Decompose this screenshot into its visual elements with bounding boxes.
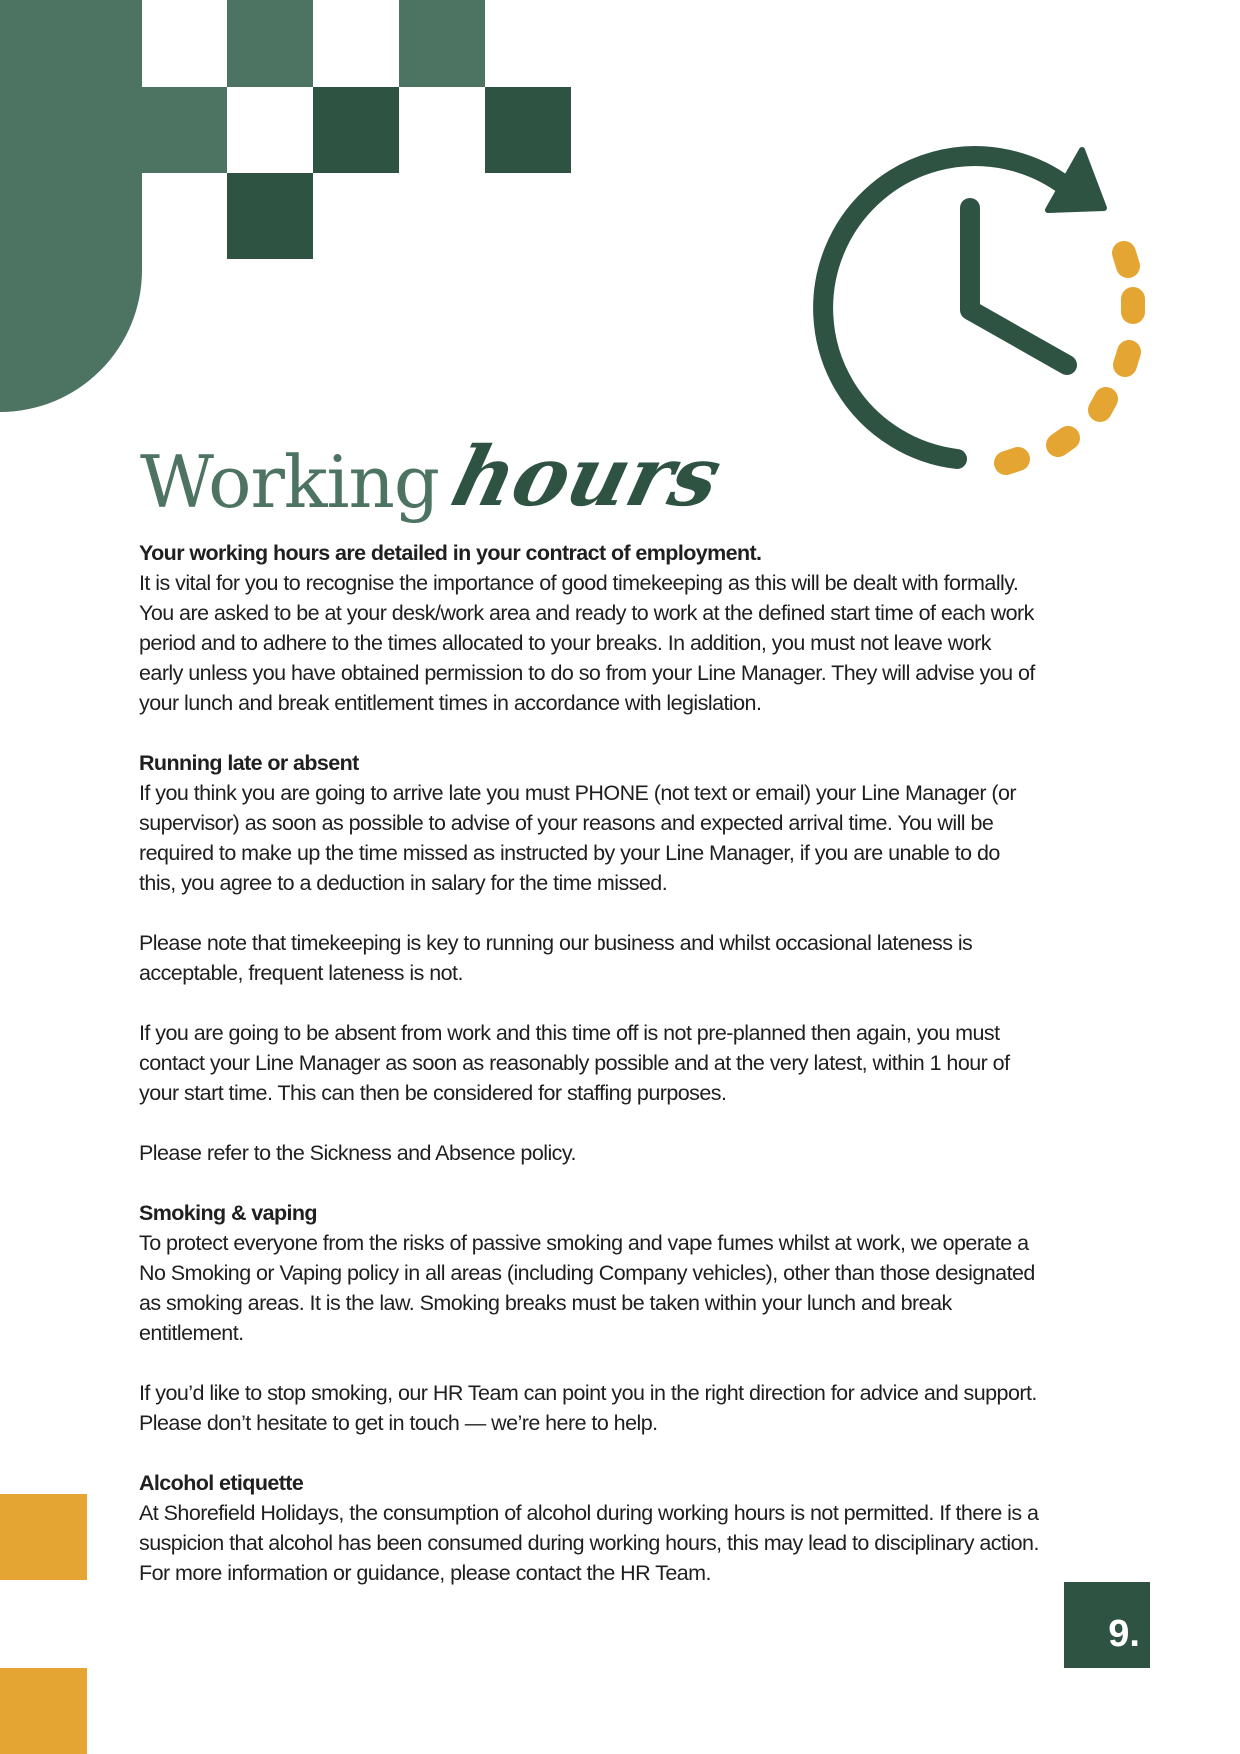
checker-square: [485, 87, 571, 173]
page-number: 9.: [1064, 1582, 1150, 1668]
checker-square: [142, 87, 227, 173]
paragraph: Please note that timekeeping is key to running our business and whilst occasional lateness is acceptable, frequent lateness is not.: [139, 931, 973, 985]
accent-square: [0, 1668, 87, 1754]
paragraph: If you think you are going to arrive late you must PHONE (not text or email) your Line Manager (or supervisor) as soon as possible to advise of your reasons and expected arrival time. You will be required to make up the time missed as instructed by your Line Manager, if you are unable to do this, you agree to a deduction in salary for the time missed.: [139, 781, 1016, 895]
paragraph: If you are going to be absent from work and this time off is not pre-planned then again, you must contact your Line Manager as soon as reasonably possible and at the very latest, within 1 hour of your start time. This can then be considered for staffing purposes.: [139, 1021, 1010, 1105]
checker-square: [313, 87, 399, 173]
paragraph: If you’d like to stop smoking, our HR Team can point you in the right direction for advice and support. Please don’t hesitate to get in touch — we’re here to help.: [139, 1381, 1037, 1435]
corner-decoration: [0, 0, 150, 415]
section-working-hours: [139, 538, 1039, 718]
title-script-word: hours: [443, 429, 731, 525]
section-running-late: [139, 748, 1039, 898]
section-heading: Running late or absent: [139, 751, 359, 775]
paragraph: It is vital for you to recognise the importance of good timekeeping as this will be dealt with formally. You are asked to be at your desk/work area and ready to work at the defined start time of each work period and to adhere to the times allocated to your breaks. In addition, you must not leave work early unless you have obtained permission to do so from your Line Manager. They will advise you of your lunch and break entitlement times in accordance with legislation.: [139, 571, 1035, 715]
section-policy-ref: [139, 1138, 1039, 1168]
paragraph: At Shorefield Holidays, the consumption of alcohol during working hours is not permitted. If there is a suspicion that alcohol has been consumed during working hours, this may lead to disciplinary action. For more information or guidance, please contact the HR Team.: [139, 1501, 1039, 1585]
clock-refresh-icon: [790, 130, 1170, 500]
accent-square: [0, 1494, 87, 1580]
paragraph: To protect everyone from the risks of passive smoking and vape fumes whilst at work, we operate a No Smoking or Vaping policy in all areas (including Company vehicles), other than those designated as smoking areas. It is the law. Smoking breaks must be taken within your lunch and break entitlement.: [139, 1231, 1035, 1345]
title-word: Working: [140, 440, 439, 524]
section-stop-smoking: [139, 1378, 1039, 1438]
body-content: [139, 538, 1039, 1588]
checker-square: [227, 173, 313, 259]
paragraph: Please refer to the Sickness and Absence policy.: [139, 1141, 576, 1165]
section-alcohol: [139, 1468, 1039, 1588]
section-heading: Your working hours are detailed in your contract of employment.: [139, 541, 762, 565]
section-smoking: [139, 1198, 1039, 1348]
section-timekeeping-note: [139, 928, 1039, 988]
page-title: [140, 408, 731, 525]
section-heading: Smoking & vaping: [139, 1201, 317, 1225]
checker-square: [227, 0, 313, 87]
section-absence: [139, 1018, 1039, 1108]
checker-square: [399, 0, 485, 87]
section-heading: Alcohol etiquette: [139, 1471, 304, 1495]
